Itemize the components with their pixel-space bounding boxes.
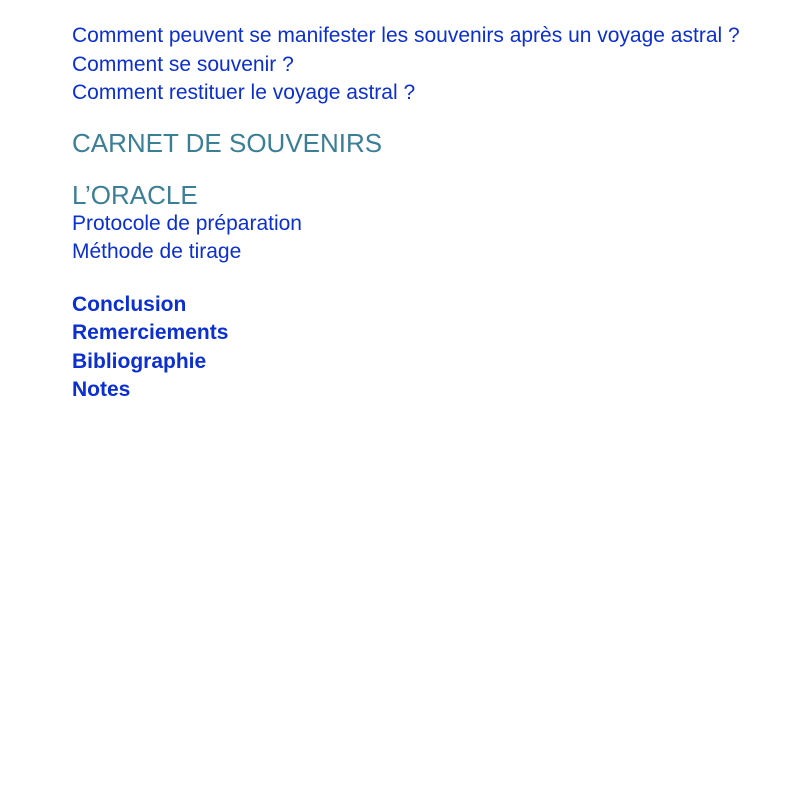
toc-link-remerciements[interactable]: Remerciements <box>72 321 229 344</box>
toc-questions-group <box>72 22 752 108</box>
toc-link-conclusion[interactable]: Conclusion <box>72 292 187 316</box>
toc-end-sections-group <box>72 291 752 405</box>
toc-link-protocole-preparation[interactable]: Protocole de préparation <box>72 211 302 235</box>
toc-link-bibliographie[interactable]: Bibliographie <box>72 349 207 373</box>
toc-link-souvenirs-manifestation[interactable]: Comment peuvent se manifester les souvenirs après un voyage astral ? <box>72 24 740 47</box>
toc-oracle-group <box>72 180 752 267</box>
toc-link-restituer-voyage[interactable]: Comment restituer le voyage astral ? <box>72 81 416 104</box>
toc-link-se-souvenir[interactable]: Comment se souvenir ? <box>72 52 294 76</box>
toc-heading-carnet-de-souvenirs[interactable]: CARNET DE SOUVENIRS <box>72 127 383 158</box>
table-of-contents <box>72 22 752 405</box>
toc-link-methode-tirage[interactable]: Méthode de tirage <box>72 240 242 263</box>
toc-link-notes[interactable]: Notes <box>72 378 131 401</box>
toc-heading-oracle[interactable]: L’ORACLE <box>72 179 198 210</box>
